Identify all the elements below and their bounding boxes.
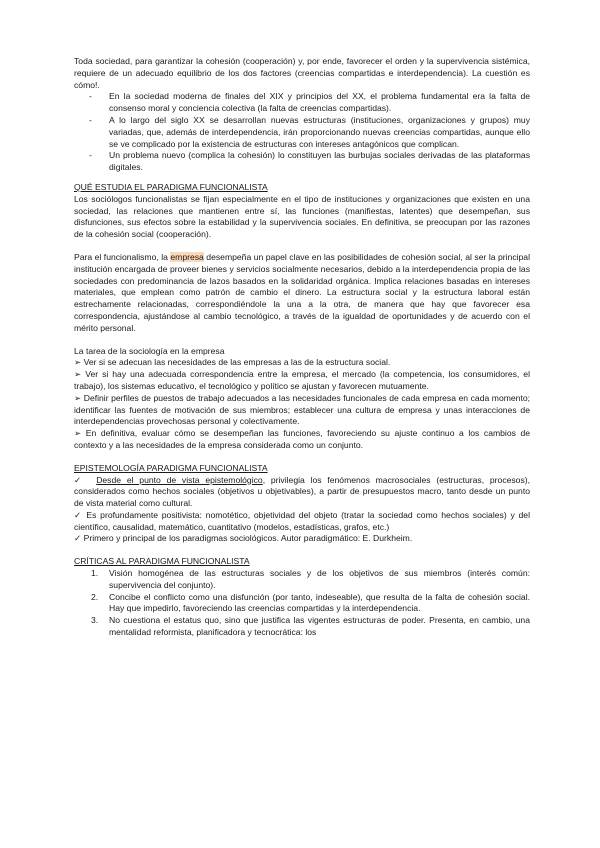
list-item: ➢ Ver si se adecuan las necesidades de las empresas a las de la estructura social. [74, 357, 391, 368]
highlighted-word: empresa [170, 251, 204, 262]
section-heading-epistemologia: EPISTEMOLOGÍA PARADIGMA FUNCIONALISTA [74, 462, 268, 473]
dash-marker: - [89, 91, 92, 102]
checkmark-icon: ✓ [74, 533, 82, 544]
document-page [74, 56, 530, 639]
arrow-bullet-icon: ➢ [74, 357, 82, 368]
list-item: 3. No cuestiona el estatus quo, sino que justifica las vigentes estructuras de poder. Presenta, en cambio, una mentalidad reformista, planificadora y tecnocrática: los [91, 615, 530, 638]
list-item: 1. Visión homogénea de las estructuras sociales y de los objetivos de sus miembros (interés común: supervivencia del conjunto). [91, 568, 530, 590]
arrow-bullet-icon: ➢ [74, 428, 82, 439]
criticas-list [74, 568, 530, 639]
list-item: ➢ Ver si hay una adecuada correspondencia entre la empresa, el mercado (la competencia, los consumidores, el trabajo), los sistemas educativo, el tecnológico y político se ajustan y favorecen mutuamente. [74, 369, 530, 391]
arrow-bullet-icon: ➢ [74, 392, 82, 403]
list-item: ➢ Definir perfiles de puestos de trabajo adecuados a las necesidades funcionales de cada empresa en cada momento; identificar las fuentes de motivación de sus miembros; establecer una cultura de empresa y unas interacciones de interdependencias provechosas personal y colectivamente. [74, 392, 531, 427]
section-heading-criticas: CRÍTICAS AL PARADIGMA FUNCIONALISTA [74, 556, 250, 567]
tasks-title: La tarea de la sociología en la empresa [74, 345, 225, 356]
list-item: ✓ Primero y principal de los paradigmas sociológicos. Autor paradigmático: E. Durkheim. [74, 533, 413, 544]
section-heading-estudia: QUÉ ESTUDIA EL PARADIGMA FUNCIONALISTA [74, 181, 268, 192]
checkmark-icon: ✓ [74, 509, 83, 520]
section1-paragraph: Los sociólogos funcionalistas se fijan especialmente en el tipo de instituciones y organizaciones que existen en una sociedad, las relaciones que mantienen entre sí, las funciones (manifiestas, latentes) que desempeñan, sus disfunciones, sus efectos sobre la estabilidad y la supervivencia sociales. En definitiva, se preocupan por las razones de la cohesión social (cooperación). [74, 193, 530, 240]
list-number: 1. [91, 568, 99, 579]
list-number: 3. [91, 615, 99, 626]
list-item: 2. Concibe el conflicto como una disfunción (por tanto, indeseable), que resulta de la falta de cohesión social. Hay que impedirlo, favoreciendo las creencias compartidas y la interdependencia. [91, 591, 530, 614]
list-number: 2. [91, 591, 99, 602]
empresa-paragraph: Para el funcionalismo, la empresa desempeña un papel clave en las posibilidades de cohesión social, al ser la principal institución encargada de proveer bienes y servicios socialmente necesarios, debido a la interdependencia propia de las sociedades con predominancia de lazos basados en la solidaridad orgánica. Implica relaciones basadas en intereses materiales, que emplean como patrón de cambio el dinero. La estructura social y la estructura laboral están estrechamente relacionadas, correspondiéndole la una a la otra, de manera que hay que favorecer esa correspondencia, ajustándose al cambio tecnológico, a través de la igualdad de oportunidades y de acuerdo con el mérito personal. [74, 251, 530, 333]
list-item: ➢ En definitiva, evaluar cómo se desempeñan las funciones, favoreciendo su ajuste continuo a los cambios de contexto y a las necesidades de la empresa considerada como un conjunto. [74, 428, 531, 450]
list-item: - En la sociedad moderna de finales del XIX y principios del XX, el problema fundamental era la falta de consenso moral y conciencia colectiva (la falta de creencias compartidas). [89, 91, 530, 114]
list-item: - A lo largo del siglo XX se desarrollan nuevas estructuras (instituciones, organizaciones y grupos) muy variadas, que, además de interdependencia, irán proporcionando nuevas creencias compartidas, aunque ello se ve complicado por la existencia de estructuras con intereses antagónicos que complican. [89, 114, 530, 149]
dash-marker: - [89, 114, 92, 125]
intro-bullet-list [74, 91, 530, 174]
list-item: - Un problema nuevo (complica la cohesión) lo constituyen las burbujas sociales derivadas de las plataformas digitales. [89, 150, 530, 173]
intro-paragraph: Toda sociedad, para garantizar la cohesión (cooperación) y, por ende, favorecer el orden y la supervivencia sistémica, requiere de un adecuado equilibrio de los dos factores (creencias compartidas e interdependencia). La cuestión es cómo!. [74, 56, 530, 90]
list-item: ✓ Es profundamente positivista: nomotético, objetividad del objeto (tratar la sociedad como hechos sociales) y del científico, causalidad, matemático, cuantitativo (modelos, estadísticas, grafos, etc.) [74, 509, 530, 532]
checkmark-icon: ✓ [74, 474, 85, 485]
arrow-bullet-icon: ➢ [74, 369, 82, 380]
list-item: ✓ Desde el punto de vista epistemológico, privilegia los fenómenos macrosociales (estructuras, procesos), considerados como hechos sociales (objetivos u objetivables), a partir de presupuestos macro, tanto desde un punto de vista material como cultural. [74, 474, 531, 509]
dash-marker: - [89, 150, 92, 161]
